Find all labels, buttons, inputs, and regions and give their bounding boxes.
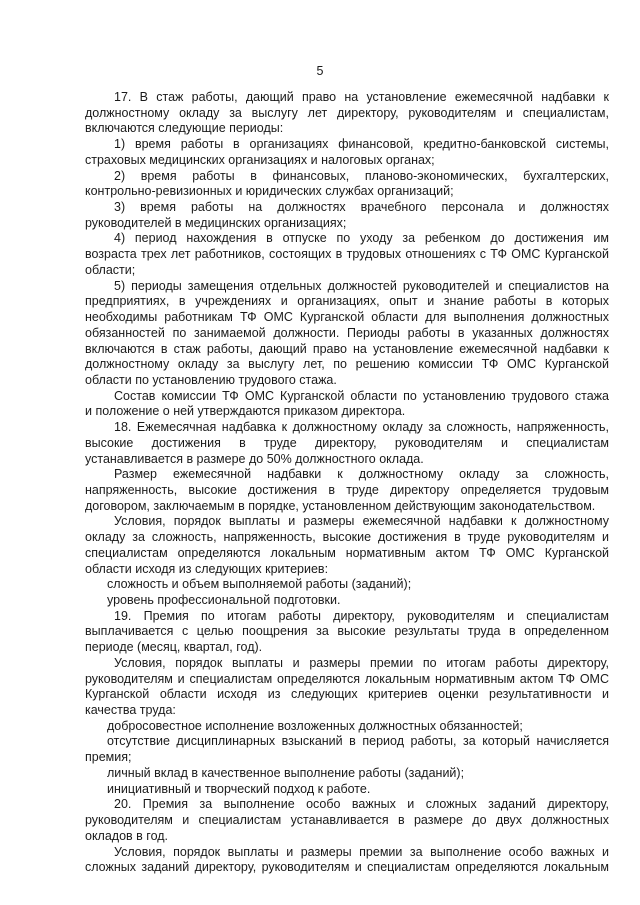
text-line: устанавливается в размере до 50% должностного оклада.: [85, 451, 424, 466]
text-line: области по установлению трудового стажа.: [85, 372, 337, 387]
text-line: личный вклад в качественное выполнение работы (заданий);: [107, 765, 465, 780]
text-line: качества труда:: [85, 703, 176, 718]
text-line: договором, заключаемым в порядке, установленном действующим законодательством.: [85, 498, 596, 513]
text-line: 4) период нахождения в отпуске по уходу за ребенком до достижения им: [114, 231, 609, 246]
text-line: добросовестное исполнение возложенных должностных обязанностей;: [107, 718, 523, 733]
text-line: окладов в год.: [85, 828, 169, 843]
text-line: 2) время работы в финансовых, планово-экономических, бухгалтерских,: [114, 168, 609, 183]
text-line: обязанностей по занимаемой должности. Периоды работы в указанных должностях: [85, 325, 609, 340]
text-line: окладу за сложность, напряженность, высокие достижения в труде руководителям и: [85, 530, 609, 545]
text-line: Условия, порядок выплаты и размеры премии за выполнение особо важных и: [114, 844, 609, 859]
text-line: сложность и объем выполняемой работы (заданий);: [107, 577, 412, 592]
text-line: 18. Ежемесячная надбавка к должностному окладу за сложность, напряженность,: [114, 420, 609, 435]
text-line: предприятиях, в учреждениях и организациях, опыт и знание работы в которых: [85, 294, 609, 309]
text-line: Состав комиссии ТФ ОМС Курганской области по установлению трудового стажа: [114, 388, 609, 403]
text-line: отсутствие дисциплинарных взысканий в период работы, за который начисляется: [107, 734, 609, 749]
text-line: включаются в стаж работы, дающий право на установление ежемесячной надбавки к: [85, 341, 609, 356]
text-line: Курганской области исходя из следующих критериев оценки результативности и: [85, 687, 609, 702]
text-line: Условия, порядок выплаты и размеры ежемесячной надбавки к должностному: [114, 514, 609, 529]
text-line: 3) время работы на должностях врачебного персонала и должностях: [114, 200, 609, 215]
text-line: специалистам определяются локальным нормативным актом ТФ ОМС Курганской: [85, 545, 609, 560]
text-line: должностному окладу за выслугу лет, по решению комиссии ТФ ОМС Курганской: [85, 357, 609, 372]
text-line: периоде (месяц, квартал, год).: [85, 640, 263, 655]
text-line: высокие достижения в труде директору, руководителям и специалистам: [85, 435, 609, 450]
text-line: должностному окладу за выслугу лет директору, руководителям и специалистам,: [85, 105, 609, 120]
text-line: уровень профессиональной подготовки.: [107, 593, 341, 607]
document-body: [85, 90, 609, 876]
text-line: возраста трех лет работников, состоящих в трудовых отношениях с ТФ ОМС Курганской: [85, 247, 609, 262]
text-line: сложных заданий директору, руководителям и специалистам определяются локальным: [85, 860, 609, 875]
text-line: 20. Премия за выполнение особо важных и сложных заданий директору,: [114, 797, 609, 812]
text-line: выплачивается с целью поощрения за высокие результаты труда в определенном: [85, 624, 609, 639]
text-line: руководителям и специалистам устанавливается в размере до двух должностных: [85, 813, 609, 828]
text-line: напряженность, высокие достижения в труде директору определяется трудовым: [85, 482, 609, 497]
text-line: руководителей в медицинских организациях;: [85, 215, 347, 230]
page-number: 5: [316, 64, 324, 78]
text-line: необходимы работникам ТФ ОМС Курганской области для выполнения должностных: [85, 310, 609, 325]
text-line: области исходя из следующих критериев:: [85, 561, 329, 576]
text-line: 17. В стаж работы, дающий право на установление ежемесячной надбавки к: [114, 90, 609, 104]
text-line: страховых медицинских организациях и налоговых органах;: [85, 152, 435, 167]
text-line: Условия, порядок выплаты и размеры премии по итогам работы директору,: [114, 655, 609, 670]
text-line: Размер ежемесячной надбавки к должностному окладу за сложность,: [114, 467, 609, 482]
text-line: 19. Премия по итогам работы директору, руководителям и специалистам: [114, 608, 609, 623]
text-line: области;: [85, 262, 136, 277]
text-line: руководителям и специалистам определяются локальным нормативным актом ТФ ОМС: [85, 671, 609, 686]
text-line: 5) периоды замещения отдельных должностей руководителей и специалистов на: [114, 278, 609, 293]
text-line: и положение о ней утверждаются приказом директора.: [85, 404, 406, 419]
text-line: инициативный и творческий подход к работе.: [107, 781, 371, 796]
text-line: включаются следующие периоды:: [85, 121, 284, 136]
text-line: премия;: [85, 750, 132, 765]
text-line: 1) время работы в организациях финансовой, кредитно-банковской системы,: [114, 137, 609, 152]
text-line: контрольно-ревизионных и юридических службах организаций;: [85, 184, 454, 199]
